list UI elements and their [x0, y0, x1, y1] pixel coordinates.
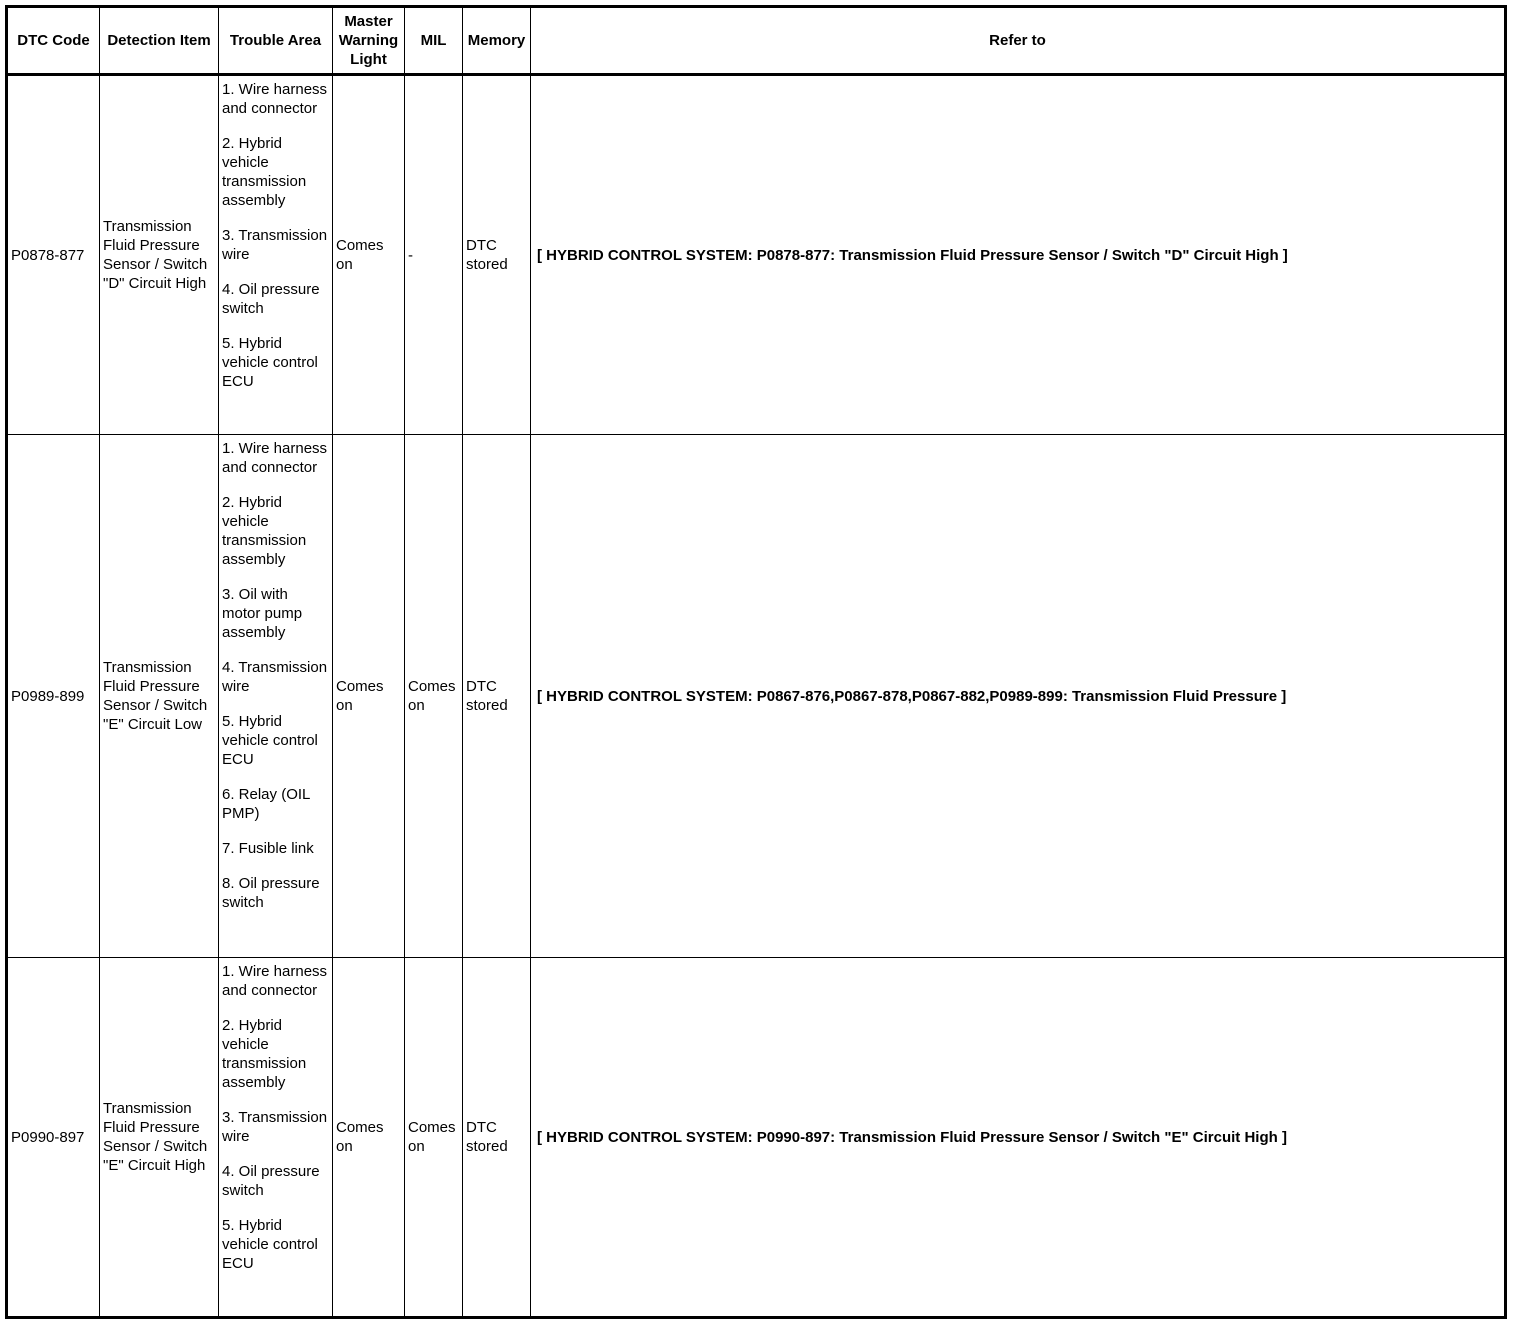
header-trouble-area: Trouble Area	[219, 7, 333, 75]
table-row	[7, 75, 1506, 435]
trouble-area-item: 1. Wire harness and connector	[222, 81, 328, 117]
refer-to-link[interactable]: [ HYBRID CONTROL SYSTEM: P0878-877: Transmission Fluid Pressure Sensor / Switch "D" Circuit High ]	[531, 75, 1506, 435]
header-memory: Memory	[463, 7, 531, 75]
mil-cell: Comes on	[405, 958, 463, 1318]
master-warning-light-cell: Comes on	[333, 75, 405, 435]
trouble-area-cell	[219, 75, 333, 435]
dtc-code-cell: P0878-877	[7, 75, 100, 435]
trouble-area-item: 7. Fusible link	[222, 840, 314, 857]
header-refer-to: Refer to	[531, 7, 1506, 75]
trouble-area-item: 6. Relay (OIL PMP)	[222, 786, 310, 822]
trouble-area-item: 4. Oil pressure switch	[222, 281, 320, 317]
detection-item-cell: Transmission Fluid Pressure Sensor / Switch "E" Circuit High	[100, 958, 219, 1318]
dtc-code-cell: P0989-899	[7, 435, 100, 958]
trouble-area-cell	[219, 958, 333, 1318]
trouble-area-item: 3. Oil with motor pump assembly	[222, 586, 303, 641]
trouble-area-item: 4. Oil pressure switch	[222, 1163, 320, 1199]
master-warning-light-cell: Comes on	[333, 958, 405, 1318]
mil-cell: -	[405, 75, 463, 435]
trouble-area-item: 8. Oil pressure switch	[222, 875, 320, 911]
table-row	[7, 958, 1506, 1318]
trouble-area-item: 1. Wire harness and connector	[222, 963, 328, 999]
detection-item-cell: Transmission Fluid Pressure Sensor / Switch "E" Circuit Low	[100, 435, 219, 958]
trouble-area-item: 2. Hybrid vehicle transmission assembly	[222, 494, 307, 568]
trouble-area-cell	[219, 435, 333, 958]
header-master-warning-light: Master Warning Light	[333, 7, 405, 75]
trouble-area-item: 5. Hybrid vehicle control ECU	[222, 335, 318, 390]
trouble-area-item: 5. Hybrid vehicle control ECU	[222, 713, 318, 768]
header-row	[7, 7, 1506, 75]
dtc-table	[5, 5, 1507, 1319]
refer-to-link[interactable]: [ HYBRID CONTROL SYSTEM: P0990-897: Transmission Fluid Pressure Sensor / Switch "E" Circuit High ]	[531, 958, 1506, 1318]
trouble-area-item: 2. Hybrid vehicle transmission assembly	[222, 1017, 307, 1091]
trouble-area-list	[222, 439, 329, 912]
header-dtc-code: DTC Code	[7, 7, 100, 75]
refer-to-link[interactable]: [ HYBRID CONTROL SYSTEM: P0867-876,P0867-878,P0867-882,P0989-899: Transmission Fluid Pressure ]	[531, 435, 1506, 958]
dtc-code-cell: P0990-897	[7, 958, 100, 1318]
header-detection-item: Detection Item	[100, 7, 219, 75]
trouble-area-list	[222, 80, 329, 391]
trouble-area-item: 5. Hybrid vehicle control ECU	[222, 1217, 318, 1272]
trouble-area-item: 1. Wire harness and connector	[222, 440, 328, 476]
trouble-area-item: 4. Transmission wire	[222, 659, 328, 695]
trouble-area-list	[222, 962, 329, 1273]
detection-item-cell: Transmission Fluid Pressure Sensor / Switch "D" Circuit High	[100, 75, 219, 435]
memory-cell: DTC stored	[463, 958, 531, 1318]
trouble-area-item: 3. Transmission wire	[222, 227, 328, 263]
mil-cell: Comes on	[405, 435, 463, 958]
memory-cell: DTC stored	[463, 75, 531, 435]
memory-cell: DTC stored	[463, 435, 531, 958]
table-row	[7, 435, 1506, 958]
trouble-area-item: 2. Hybrid vehicle transmission assembly	[222, 135, 307, 209]
header-mil: MIL	[405, 7, 463, 75]
trouble-area-item: 3. Transmission wire	[222, 1109, 328, 1145]
master-warning-light-cell: Comes on	[333, 435, 405, 958]
